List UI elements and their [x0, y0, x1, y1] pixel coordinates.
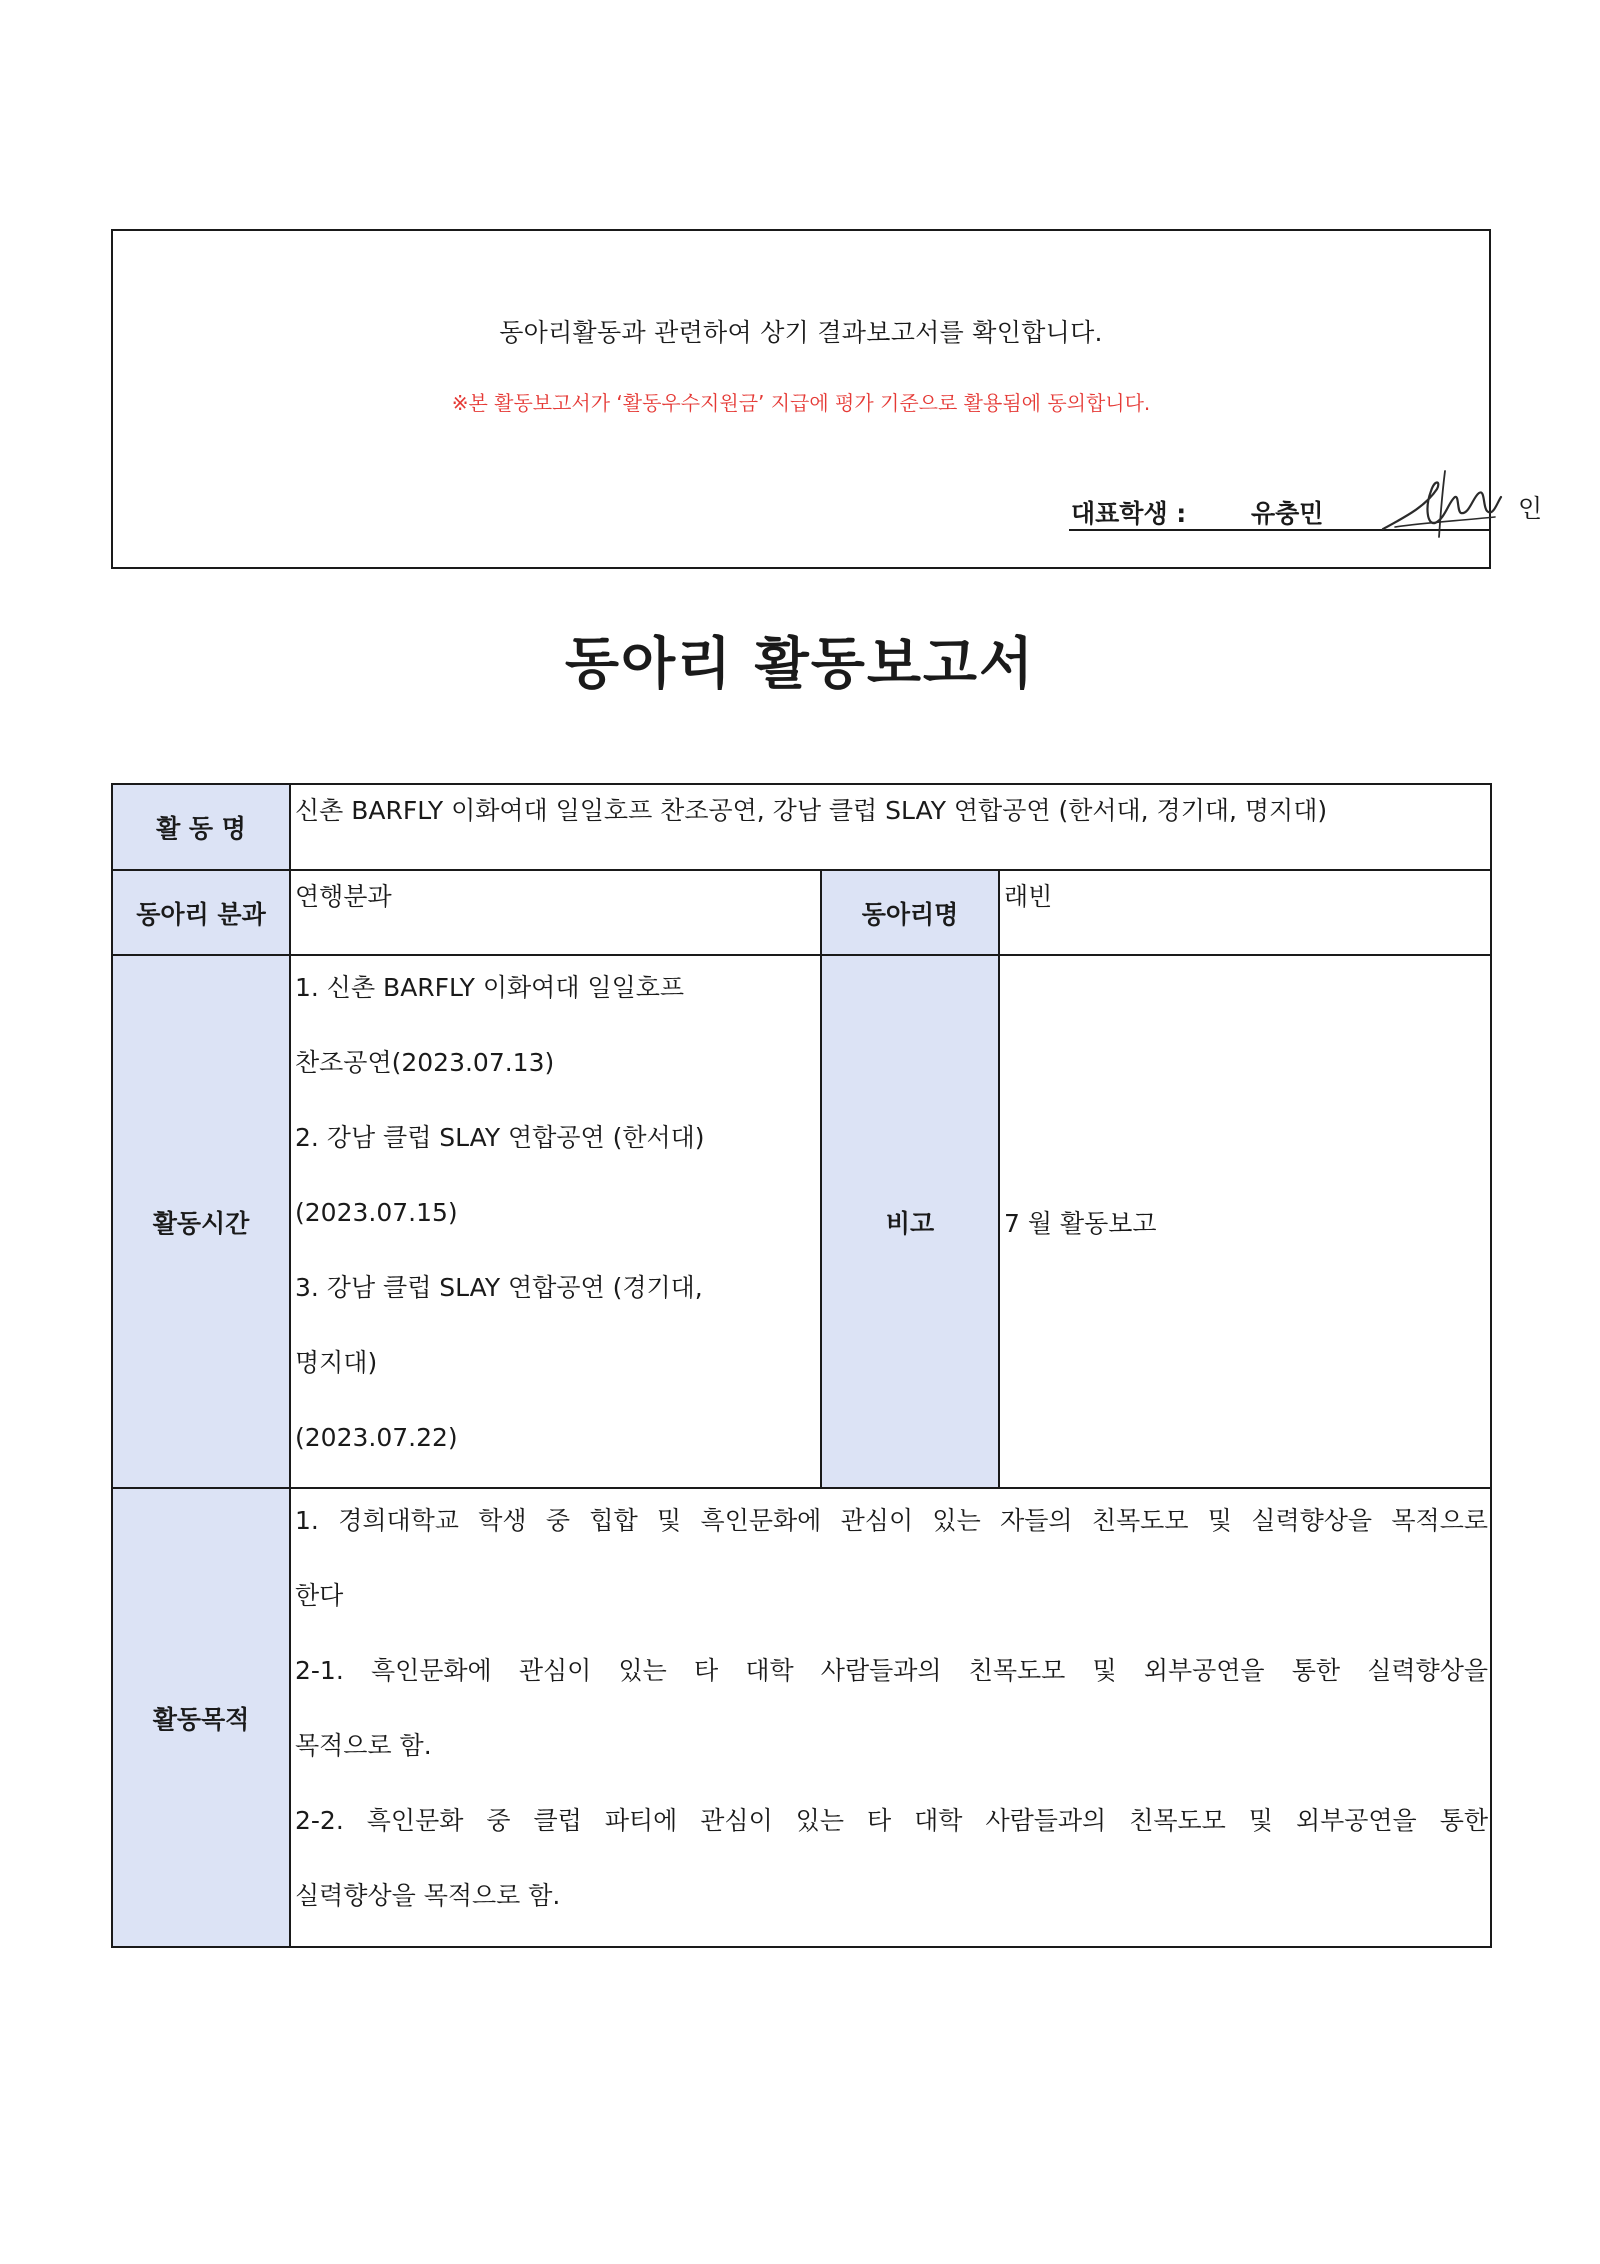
- confirmation-box: [111, 229, 1543, 569]
- remarks-header: [822, 956, 1000, 1489]
- activity-time-header: [113, 956, 291, 1489]
- division-value: 연행분과: [295, 882, 392, 911]
- club-name-value: 래빈: [1004, 882, 1053, 911]
- seal-mark: 인: [1518, 494, 1543, 523]
- division-label: 동아리 분과: [136, 899, 266, 929]
- division-header: [113, 871, 291, 956]
- club-name-label: 동아리명: [861, 899, 959, 929]
- club-name-cell: [1000, 871, 1490, 956]
- report-table: [111, 783, 1492, 1948]
- activity-time-cell: [291, 956, 822, 1489]
- purpose-line-2: 한다: [295, 1581, 344, 1610]
- remarks-value: 7 월 활동보고: [1004, 1208, 1157, 1238]
- confirmation-statement: 동아리활동과 관련하여 상기 결과보고서를 확인합니다.: [499, 318, 1103, 347]
- time-line-2: 찬조공연(2023.07.13): [295, 1048, 555, 1077]
- activity-name-header: [113, 785, 291, 871]
- purpose-label: 활동목적: [152, 1704, 250, 1734]
- time-line-4: (2023.07.15): [295, 1198, 458, 1227]
- activity-name-label: 활 동 명: [156, 814, 246, 843]
- purpose-header: [113, 1489, 291, 1946]
- consent-notice: ※본 활동보고서가 ‘활동우수지원금’ 지급에 평가 기준으로 활용됨에 동의합니다.: [451, 391, 1151, 415]
- purpose-cell: [291, 1489, 1490, 1946]
- time-line-5: 3. 강남 클럽 SLAY 연합공연 (경기대,: [295, 1273, 703, 1302]
- time-line-7: (2023.07.22): [295, 1423, 458, 1452]
- representative-label: 대표학생 :: [1071, 499, 1187, 528]
- activity-name-cell: [291, 785, 1490, 871]
- representative-name: 유충민: [1251, 499, 1324, 528]
- remarks-label: 비고: [885, 1208, 935, 1238]
- remarks-cell: [1000, 956, 1490, 1489]
- page-title: 동아리 활동보고서: [564, 632, 1036, 697]
- time-line-3: 2. 강남 클럽 SLAY 연합공연 (한서대): [295, 1123, 705, 1152]
- handwritten-signature: [1375, 467, 1505, 547]
- purpose-line-1: 1. 경희대학교 학생 중 힙합 및 흑인문화에 관심이 있는 자들의 친목도모 및 실력향상을 목적으로: [295, 1506, 1488, 1535]
- time-line-6: 명지대): [295, 1348, 378, 1377]
- purpose-line-3: 2-1. 흑인문화에 관심이 있는 타 대학 사람들과의 친목도모 및 외부공연을 통한 실력향상을: [295, 1656, 1488, 1685]
- purpose-line-4: 목적으로 함.: [295, 1731, 432, 1760]
- time-line-1: 1. 신촌 BARFLY 이화여대 일일호프: [295, 973, 685, 1002]
- purpose-line-5: 2-2. 흑인문화 중 클럽 파티에 관심이 있는 타 대학 사람들과의 친목도모 및 외부공연을 통한: [295, 1806, 1488, 1835]
- activity-time-label: 활동시간: [152, 1208, 250, 1238]
- purpose-line-6: 실력향상을 목적으로 함.: [295, 1881, 561, 1910]
- club-name-header: [822, 871, 1000, 956]
- division-cell: [291, 871, 822, 956]
- activity-name-value: 신촌 BARFLY 이화여대 일일호프 찬조공연, 강남 클럽 SLAY 연합공연 (한서대, 경기대, 명지대): [295, 796, 1328, 825]
